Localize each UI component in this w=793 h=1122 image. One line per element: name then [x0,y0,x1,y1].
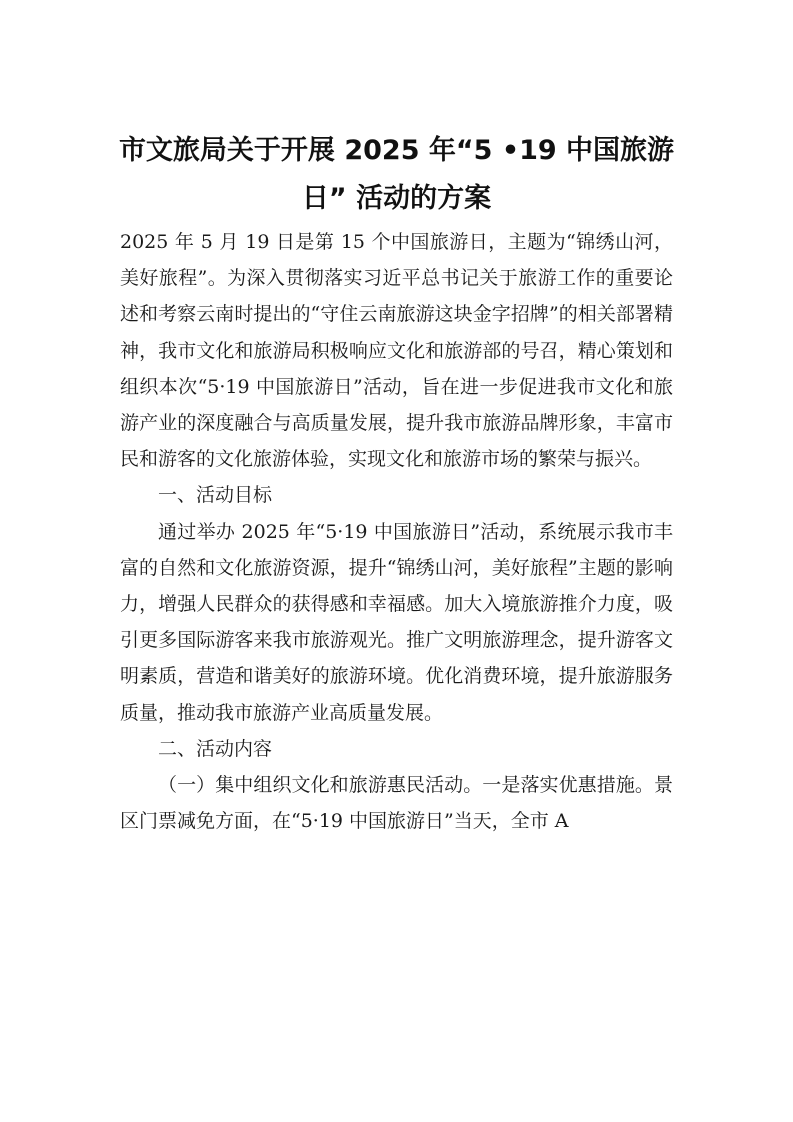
section-2-heading: 二、活动内容 [158,737,273,760]
document-title-line-2: 日” 活动的方案 [301,183,492,214]
document-title-line-1: 市文旅局关于开展 2025 年“5 •19 中国旅游 [118,135,675,166]
section-1-heading: 一、活动目标 [158,484,273,507]
document-body [120,224,673,839]
intro-paragraph: 2025 年 5 月 19 日是第 15 个中国旅游日，主题为“锦绣山河，美好旅程”。为深入贯彻落实习近平总书记关于旅游工作的重要论述和考察云南时提出的“守住云南旅游这块金字招牌”的相关部署精神，我市文化和旅游局积极响应文化和旅游部的号召，精心策划和组织本次“5·19 中国旅游日”活动，旨在进一步促进我市文化和旅游产业的深度融合与高质量发展，提升我市旅游品牌形象，丰富市民和游客的文化旅游体验，实现文化和旅游市场的繁荣与振兴。 [120,231,673,471]
section-1-paragraph: 通过举办 2025 年“5·19 中国旅游日”活动，系统展示我市丰富的自然和文化旅游资源，提升“锦绣山河，美好旅程”主题的影响力，增强人民群众的获得感和幸福感。加大入境旅游推介力度，吸引更多国际游客来我市旅游观光。推广文明旅游理念，提升游客文明素质，营造和谐美好的旅游环境。优化消费环境，提升旅游服务质量，推动我市旅游产业高质量发展。 [120,520,673,724]
section-2-paragraph: （一）集中组织文化和旅游惠民活动。一是落实优惠措施。景区门票减免方面，在“5·19 中国旅游日”当天，全市 A [120,774,673,833]
